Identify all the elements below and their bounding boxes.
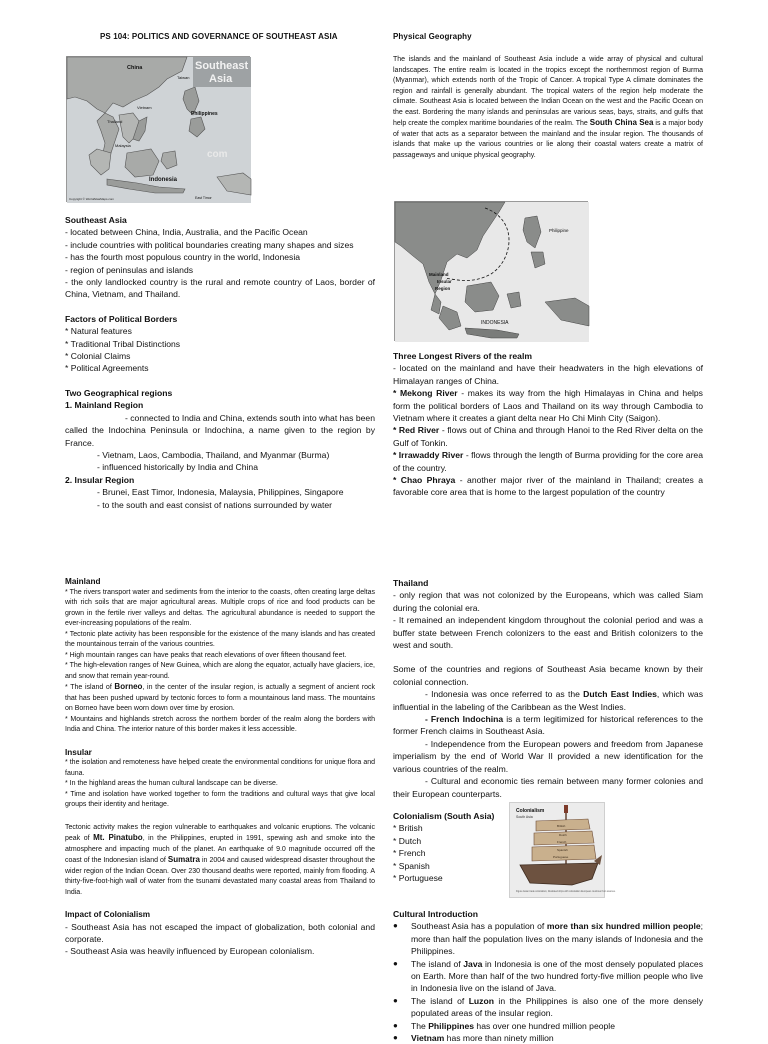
course-title: PS 104: POLITICS AND GOVERNANCE OF SOUTHEAST ASIA	[100, 32, 338, 41]
top-left-notes	[65, 214, 375, 511]
mainland-item: * The rivers transport water and sediments from the interior to the coasts, often creating large deltas with rich soils that are major agricultural areas. Multiple crops of rice and food products can be grown in the fertile river valleys and deltas. The agricultural abundance is needed to support the ever-increasing populations of the realm.	[65, 588, 375, 627]
colonialism-ship-figure	[509, 802, 616, 898]
sea-line: - region of peninsulas and islands	[65, 264, 194, 275]
borders-item: * Traditional Tribal Distinctions	[65, 338, 181, 349]
colonialism-item: * British	[393, 823, 423, 834]
culture-item	[393, 1032, 703, 1044]
river-item-irrawaddy	[393, 449, 703, 474]
sea-line: - located between China, India, Australia, and the Pacific Ocean	[65, 227, 308, 238]
borders-item: * Natural features	[65, 326, 132, 337]
ship-caption-text: Figure Asian trade colonialism, illustrated ships with colonialism European countries from sources.	[516, 890, 616, 893]
southeast-asia-heading: Southeast Asia	[65, 215, 127, 225]
river-item-mekong	[393, 387, 703, 424]
culture-heading: Cultural Introduction	[393, 908, 478, 919]
colonialism-impact-heading: Impact of Colonialism	[65, 910, 151, 919]
ship-icon	[510, 803, 616, 899]
insular-region-heading: 2. Insular Region	[65, 474, 135, 485]
south-china-sea-term: South China Sea	[589, 118, 654, 127]
culture-text: has more than ninety million	[444, 1032, 554, 1043]
culture-text: ; more than half the population lives on the many islands of Indonesia and the Philippines.	[411, 921, 704, 957]
rivers-section	[393, 350, 703, 499]
mainland-region-heading: 1. Mainland Region	[65, 400, 144, 411]
river-text: - makes its way from the high Himalayas in China and helps form the political borders of Laos and Thailand on its way through Cambodia to Vietnam where it creates a giant delta near Ho Chi Minh City (Saigon).	[393, 388, 703, 424]
colonial-connection-text: Some of the countries and regions of Southeast Asia became known by their colonial connection.	[393, 664, 703, 687]
map2-label-region: Region	[435, 286, 451, 291]
culture-item	[393, 995, 703, 1020]
phys-text-part: is a major body of water that acts as a separator between the mainland and the insular region. The thousands of islands that make up the various countries or lie along their coastal waters create a matrix of passageways and unique physical geography.	[393, 120, 704, 159]
river-name: * Irrawaddy River	[393, 450, 464, 461]
river-item-chao-phraya	[393, 474, 703, 499]
map-label-taiwan: Taiwan	[177, 75, 190, 80]
connection-text: , which was influential in the labeling of the Caribbean as the West Indies.	[393, 689, 703, 712]
map-label-indonesia: Indonesia	[149, 177, 178, 183]
map-label-china: China	[127, 65, 143, 71]
culture-text: The island of	[411, 958, 464, 969]
culture-term: Java	[463, 958, 483, 969]
tectonic-text: in 2004 and caused widespread disaster throughout the wider region of the Indian Ocean. Over 230 thousand deaths were reported, mainly from flooding. A thirty-five-foot-high wall of water from the tsunami devastated many coastal areas from Thailand to India.	[65, 857, 375, 896]
dutch-east-indies-term: Dutch East Indies	[583, 689, 657, 700]
map-label-philippines: Philippines	[191, 111, 218, 117]
mainland-item: * Tectonic plate activity has been responsible for the existence of the many islands and has created the mountainous terrain of the various countries.	[65, 630, 375, 648]
bottom-left-column	[65, 577, 375, 1024]
physical-geography-heading: Physical Geography	[393, 32, 472, 41]
colonial-connection-item	[393, 713, 703, 738]
thailand-item: - It remained an independent kingdom throughout the colonial period and was a buffer state between French colonizers to the east and British colonizers to the west and south.	[393, 615, 703, 651]
mainland-item: * High mountain ranges can have peaks that reach elevations of over fifteen thousand feet.	[65, 651, 347, 659]
map-label-east-timor: East Timor	[195, 196, 212, 200]
mainland-insular-map	[394, 201, 588, 341]
culture-term: more than six hundred million people	[546, 921, 701, 932]
culture-item	[393, 1020, 703, 1032]
mainland-region-item: - influenced historically by India and China	[97, 462, 258, 473]
ship-subtitle: South Asia	[516, 814, 533, 819]
regions-heading: Two Geographical regions	[65, 387, 173, 398]
southeast-asia-map	[66, 56, 250, 202]
river-name: * Red River	[393, 425, 440, 436]
river-text: - flows through the length of Burma providing for the core area of the country.	[393, 450, 703, 473]
ship-flag-label: Portuguese	[553, 854, 569, 859]
map-watermark: com	[207, 149, 228, 160]
map-copyright: Copyright © WorldAtlasMaps.com	[69, 197, 115, 201]
sea-line: - the only landlocked country is the rural and remote country of Laos, border of China, Vietnam, and Thailand.	[65, 277, 375, 300]
river-text: - flows out of China and through Hanoi to the Red River delta on the Gulf of Tonkin.	[393, 425, 703, 448]
map2-label-indonesia: INDONESIA	[481, 320, 509, 326]
pinatubo-term: Mt. Pinatubo	[93, 833, 143, 842]
colonialism-item: * Spanish	[393, 860, 430, 871]
colonial-connection-item	[393, 688, 703, 713]
culture-text: in Indonesia is one of the most densely populated places on Earth. More than half of the two hundred forty-five million people who live in Indonesia live on the island of Java.	[411, 958, 703, 994]
colonial-connection-item: - Independence from the European powers and freedom from Japanese imperialism by the end of World War II provided a new identification for the various countries of the realm.	[393, 738, 703, 774]
phys-text-part: The islands and the mainland of Southeast Asia include a wide array of physical and cultural landscapes. The entire realm is located in the tropics except the northernmost region of Burma (Myanmar), which extends north of the Tropic of Cancer. A tropical Type A climate dominates the region and rainfall is generally abundant. The tropical waters of the region help moderate the climate. Southeast Asia is located between the Indian Ocean on the west and the Pacific Ocean on the east. Bordering the many islands and peninsulas are various seas, bays, straits, and gulfs that help create the complex maritime boundaries of the realm. The	[393, 56, 703, 127]
southeast-asia-map-graphic	[67, 57, 251, 203]
colonialism-item: * Dutch	[393, 835, 422, 846]
map-label-thailand: Thailand	[107, 119, 123, 124]
top-right-column	[393, 32, 703, 161]
map2-label-insular: Insular	[437, 279, 452, 284]
culture-item	[393, 958, 703, 995]
culture-term: Luzon	[468, 995, 494, 1006]
borders-item: * Colonial Claims	[65, 351, 131, 362]
map-label-asia: Asia	[209, 73, 233, 85]
borders-heading: Factors of Political Borders	[65, 313, 178, 324]
tectonic-text: Tectonic activity makes the region vulnerable to earthquakes and volcanic eruptions. The volcanic peak of	[65, 823, 375, 842]
river-name: * Mekong River	[393, 388, 458, 399]
culture-text: The island of	[411, 995, 469, 1006]
borneo-term: Borneo	[114, 682, 143, 691]
rivers-intro: - located on the mainland and have their headwaters in the high elevations of Himalayan ranges of China.	[393, 363, 703, 386]
colonialism-item: * French	[393, 848, 426, 859]
thailand-heading: Thailand	[393, 578, 429, 588]
river-text: - another major river of the mainland in Thailand; creates a favorable core area that is home to the largest population of the country	[393, 475, 703, 498]
culture-text: Southeast Asia has a population of	[411, 921, 547, 932]
sea-line: - include countries with political boundaries creating many shapes and sizes	[65, 239, 354, 250]
sumatra-term: Sumatra	[167, 855, 200, 864]
colonialism-block	[393, 807, 703, 900]
colonialism-item: * Portuguese	[393, 872, 443, 883]
borneo-text: * The island of	[65, 684, 115, 691]
connection-text: is a term legitimized for historical references to the former French claims in Southeast Asia.	[393, 714, 703, 737]
ship-flag-label: Dutch	[559, 832, 567, 837]
tectonic-paragraph	[65, 823, 375, 899]
colonialism-impact-item: - Southeast Asia has not escaped the impact of globalization, both colonial and corporate.	[65, 921, 375, 944]
culture-item	[393, 920, 703, 957]
colonial-connection-item: - Cultural and economic ties remain between many former colonies and their European counterparts.	[393, 776, 703, 799]
culture-text: has over one hundred million people	[474, 1020, 615, 1031]
bottom-right-column	[393, 577, 704, 1043]
map-label-malaysia: Malaysia	[115, 143, 131, 148]
ship-flag-label: Spanish	[557, 847, 568, 852]
top-left-column	[65, 32, 375, 41]
mainland-heading: Mainland	[65, 577, 101, 586]
ship-flag-label: French	[557, 839, 567, 844]
map2-label-mainland: Mainland	[429, 272, 449, 277]
insular-region-item: - Brunei, East Timor, Indonesia, Malaysia, Philippines, Singapore	[97, 487, 344, 498]
river-item-red	[393, 424, 703, 449]
culture-term: Vietnam	[411, 1032, 445, 1043]
mainland-insular-map-graphic	[395, 202, 589, 342]
insular-item: * Time and isolation have worked together to form the traditions and cultural ways that give local groups their identity and heritage.	[65, 790, 375, 808]
map-label-vietnam: Vietnam	[137, 105, 152, 110]
culture-text: The	[411, 1020, 429, 1031]
colonialism-impact-item: - Southeast Asia was heavily influenced by European colonialism.	[65, 946, 315, 957]
colonialism-heading: Colonialism (South Asia)	[393, 810, 495, 821]
mainland-region-item: - Vietnam, Laos, Cambodia, Thailand, and Myanmar (Burma)	[97, 449, 330, 460]
insular-heading: Insular	[65, 747, 92, 757]
rivers-heading: Three Longest Rivers of the realm	[393, 351, 532, 361]
borneo-text: , in the center of the insular region, is actually a segment of ancient rock that has been pushed upward by tectonic forces to form a mountainous land mass. The mountains on Borneo have been worn down over time by erosion.	[65, 684, 375, 712]
river-name: * Chao Phraya	[393, 475, 456, 486]
insular-item: * the isolation and remoteness have helped create the environmental conditions for unique flora and fauna.	[65, 759, 375, 777]
insular-region-item: - to the south and east consist of nations surrounded by water	[97, 499, 333, 510]
connection-text: - Indonesia was once referred to as the	[425, 689, 584, 700]
borneo-item	[65, 682, 375, 715]
ship-title: Colonialism	[516, 807, 545, 814]
map2-label-philippines: Philippine	[549, 228, 569, 233]
thailand-item: - only region that was not colonized by the Europeans, which was called Siam during the colonial era.	[393, 590, 703, 613]
physical-geography-text	[393, 55, 703, 161]
map-label-southeast: Southeast	[195, 60, 249, 72]
ship-flag-label: British	[557, 823, 566, 828]
mountains-item: * Mountains and highlands stretch across the northern border of the realm along the borders with India and China. The interior nature of this border makes it less accessible.	[65, 715, 375, 733]
borders-item: * Political Agreements	[65, 363, 149, 374]
sea-line: - has the fourth most populous country in the world, Indonesia	[65, 252, 301, 263]
culture-text: in the Philippines is also one of the more densely populated areas of the insular region.	[411, 995, 703, 1019]
tectonic-text: , in the Philippines, erupted in 1991, spewing ash and smoke into the atmosphere and impacting much of the planet. An earthquake of 9.0 magnitude occurred off the coast of the Indonesian island of	[65, 835, 375, 864]
mainland-region-text: - connected to India and China, extends south into what has been called the Indochina Peninsula or Indochina, a name given to the region by France.	[65, 412, 375, 448]
french-indochina-term: - French Indochina	[425, 714, 504, 725]
mainland-item: * The high-elevation ranges of New Guinea, which are along the equator, actually have glaciers, ice, and snow that remain year-round.	[65, 662, 375, 680]
ship-caption	[516, 890, 616, 893]
insular-item: * In the highland areas the human cultural landscape can be diverse.	[65, 780, 278, 787]
culture-term: Philippines	[428, 1020, 475, 1031]
